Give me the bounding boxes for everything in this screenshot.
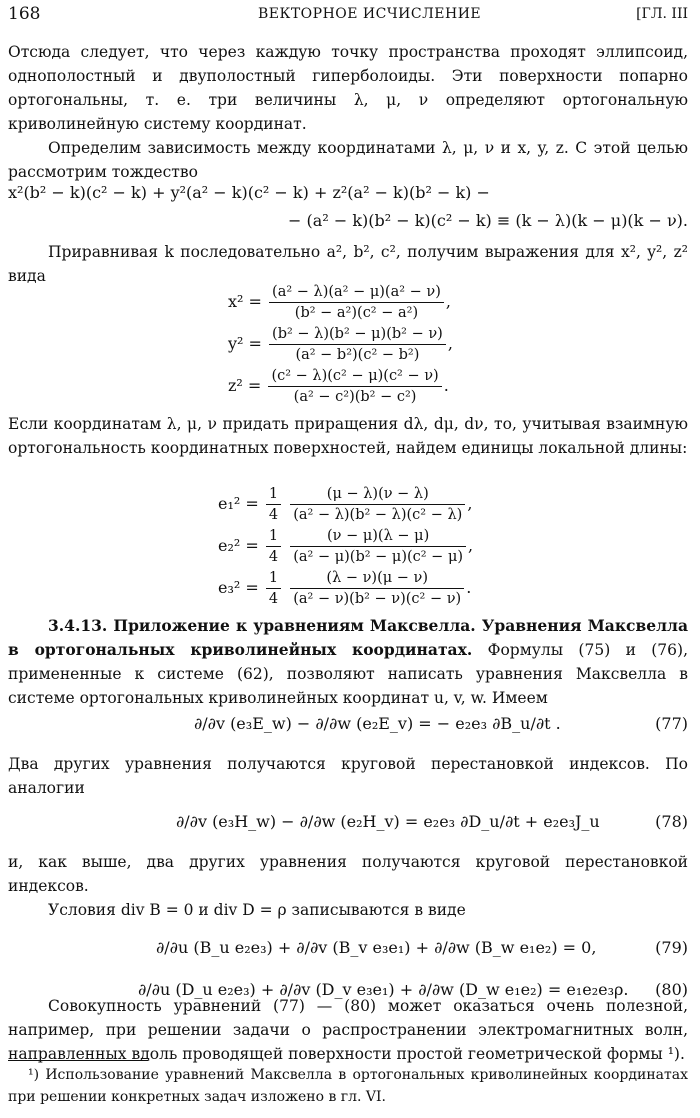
- e2-numerator: (ν − μ)(λ − μ): [290, 526, 466, 547]
- y2-denominator: (a² − b²)(c² − b²): [295, 347, 420, 363]
- equation-78: ∂/∂v (e₃H_w) − ∂/∂w (e₂H_v) = e₂e₃ ∂D_u/∂t + e₂e₃J_u: [176, 812, 600, 831]
- x2-fraction: [269, 282, 444, 323]
- y2-numerator: (b² − λ)(b² − μ)(b² − ν): [269, 324, 446, 345]
- equation-z-squared: z² = $\frac{\text{(c² − λ)(c² − μ)(c² − ν)}}{\text{(a² − c²)(b² − c²)}}$ .: [228, 368, 449, 405]
- e2-quarter-num: 1: [266, 526, 281, 547]
- running-title: ВЕКТОРНОЕ ИСЧИСЛЕНИЕ: [258, 6, 482, 22]
- paragraph-6: Два других уравнения получаются круговой перестановкой индексов. По аналогии: [8, 755, 688, 797]
- paragraph-2: Определим зависимость между координатами λ, μ, ν и x, y, z. С этой целью рассмотрим тождество: [8, 139, 688, 181]
- e1-lhs: e₁² =: [218, 494, 259, 513]
- e3-fraction: [290, 568, 464, 609]
- footnote-rule: [8, 1060, 148, 1061]
- e3-quarter-num: 1: [266, 568, 281, 589]
- identity-line-1: x²(b² − k)(c² − k) + y²(a² − k)(c² − k) + z²(a² − k)(b² − k) −: [8, 183, 490, 202]
- x2-numerator: (a² − λ)(a² − μ)(a² − ν): [269, 282, 444, 303]
- x2-lhs: x² =: [228, 292, 262, 311]
- equation-number-80: (80): [655, 980, 688, 999]
- equation-number-78: (78): [655, 812, 688, 831]
- paragraph-5: Формулы (75) и (76), примененные к системе (62), позволяют написать уравнения Максвелла в системе ортогональных криволинейных координат u, v, w. Имеем: [8, 641, 688, 707]
- e3-quarter: [266, 568, 281, 609]
- identity-line-2: − (a² − k)(b² − k)(c² − k) ≡ (k − λ)(k − μ)(k − ν).: [288, 211, 688, 230]
- paragraph-3: Приравнивая k последовательно a², b², c², получим выражения для x², y², z² вида: [8, 243, 688, 285]
- z2-lhs: z² =: [228, 376, 262, 395]
- e2-quarter: [266, 526, 281, 567]
- e1-fraction: [290, 484, 465, 525]
- running-header: [8, 4, 688, 28]
- paragraph-4: Если координатам λ, μ, ν придать приращения dλ, dμ, dν, то, учитывая взаимную ортогональность координатных поверхностей, найдем единицы локальной длины:: [8, 415, 688, 457]
- equation-number-77: (77): [655, 714, 688, 733]
- y2-fraction: [269, 324, 446, 365]
- e1-numerator: (μ − λ)(ν − λ): [290, 484, 465, 505]
- e2-quarter-den: 4: [268, 549, 279, 565]
- page-number: 168: [8, 4, 41, 24]
- e2-lhs: e₂² =: [218, 536, 259, 555]
- equation-e2: e₂² = $\frac{1}{4}$ $\frac{(\nu - \mu)(\lambda - \mu)}{\text{(a² − μ)(b² − μ)(c² − μ)}}$ ,: [218, 528, 474, 565]
- section-paragraph: [8, 614, 688, 710]
- e3-numerator: (λ − ν)(μ − ν): [290, 568, 464, 589]
- paragraph-9: Совокупность уравнений (77) — (80) может оказаться очень полезной, например, при решении задачи о распространении электромагнитных волн, направленных вдоль проводящей поверхности простой геометрической формы ¹).: [8, 997, 688, 1063]
- y2-lhs: y² =: [228, 334, 262, 353]
- footnote: ¹) Использование уравнений Максвелла в ортогональных криволинейных координатах при решении конкретных задач изложено в гл. VI.: [8, 1067, 688, 1105]
- e1-quarter: [266, 484, 281, 525]
- equation-79: ∂/∂u (B_u e₂e₃) + ∂/∂v (B_v e₃e₁) + ∂/∂w (B_w e₁e₂) = 0,: [156, 938, 597, 957]
- z2-denominator: (a² − c²)(b² − c²): [293, 389, 417, 405]
- x2-denominator: (b² − a²)(c² − a²): [294, 305, 419, 321]
- e3-lhs: e₃² =: [218, 578, 259, 597]
- section-title: 3.4.13. Приложение к уравнениям Максвелла. Уравнения Максвелла в ортогональных криволинейных координатах.: [8, 616, 688, 659]
- e1-quarter-den: 4: [268, 507, 279, 523]
- e2-fraction: [290, 526, 466, 567]
- z2-numerator: (c² − λ)(c² − μ)(c² − ν): [268, 366, 441, 387]
- e3-denominator: (a² − ν)(b² − ν)(c² − ν): [293, 591, 462, 607]
- chapter-marker: [ГЛ. III: [636, 6, 688, 22]
- e1-quarter-num: 1: [266, 484, 281, 505]
- z2-fraction: [268, 366, 441, 407]
- equation-e1: e₁² = $\frac{1}{4}$ $\frac{(\mu - \lambda)(\nu - \lambda)}{\text{(a² − λ)(b² − λ)(c² − λ)}}$ ,: [218, 486, 473, 523]
- equation-80: ∂/∂u (D_u e₂e₃) + ∂/∂v (D_v e₃e₁) + ∂/∂w (D_w e₁e₂) = e₁e₂e₃ρ.: [138, 980, 629, 999]
- paragraph-7: и, как выше, два других уравнения получаются круговой перестановкой индексов.: [8, 853, 688, 895]
- equation-x-squared: x² = $\frac{\text{(a² − λ)(a² − μ)(a² − ν)}}{\text{(b² − a²)(c² − a²)}}$ ,: [228, 284, 451, 321]
- equation-77: ∂/∂v (e₃E_w) − ∂/∂w (e₂E_v) = − e₂e₃ ∂B_u/∂t .: [194, 714, 561, 733]
- e3-quarter-den: 4: [268, 591, 279, 607]
- equation-y-squared: y² = $\frac{\text{(b² − λ)(b² − μ)(b² − ν)}}{\text{(a² − b²)(c² − b²)}}$ ,: [228, 326, 453, 363]
- e2-denominator: (a² − μ)(b² − μ)(c² − μ): [293, 549, 464, 565]
- paragraph-1: Отсюда следует, что через каждую точку пространства проходят эллипсоид, однополостный и двуполостный гиперболоиды. Эти поверхности попарно ортогональны, т. е. три величины λ, μ, ν определяют ортогональную криволинейную систему координат.: [8, 43, 688, 133]
- e1-denominator: (a² − λ)(b² − λ)(c² − λ): [293, 507, 463, 523]
- equation-e3: e₃² = $\frac{1}{4}$ $\frac{(\lambda - \nu)(\mu - \nu)}{\text{(a² − ν)(b² − ν)(c² − ν)}}$ .: [218, 570, 472, 607]
- equation-number-79: (79): [655, 938, 688, 957]
- paragraph-8: Условия div B = 0 и div D = ρ записываются в виде: [48, 901, 466, 919]
